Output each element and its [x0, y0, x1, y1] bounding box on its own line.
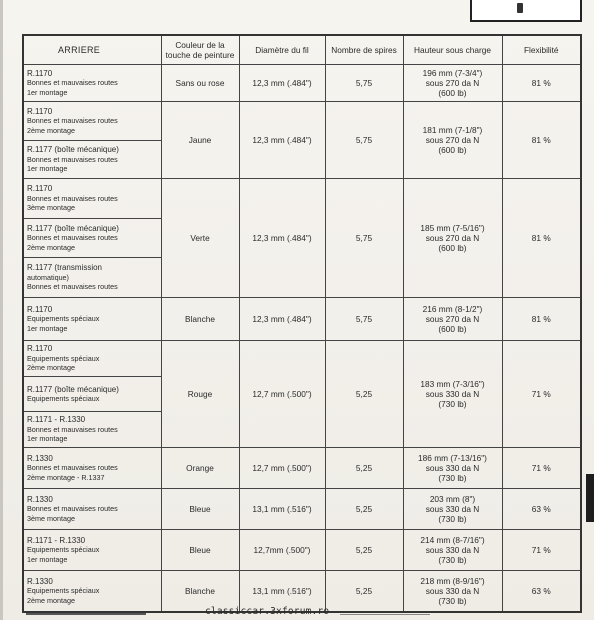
table-header-row [23, 35, 581, 65]
model-code: R.1171 - R.1330 [27, 535, 86, 545]
wire-diameter-cell: 12,3 mm (.484") [239, 65, 325, 102]
wire-diameter-cell: 12,7 mm (.500") [239, 341, 325, 448]
paint-color-cell: Bleue [161, 489, 239, 530]
paint-color-cell: Jaune [161, 102, 239, 179]
load-value: sous 330 da N [425, 586, 480, 596]
model-code: R.1170 [27, 184, 53, 194]
load-value: sous 270 da N [425, 78, 480, 88]
model-code: R.1177 (boîte mécanique) [27, 145, 119, 154]
loaded-height-cell [403, 489, 502, 530]
model-code: R.1330 [27, 453, 53, 463]
model-fitting: Bonnes et mauvaises routes [27, 282, 118, 292]
wire-diameter-cell: 13,1 mm (.516") [239, 489, 325, 530]
model-fitting: 1er montage [27, 164, 68, 173]
spring-spec-table [22, 34, 582, 613]
table-row [23, 448, 581, 489]
height-value: 185 mm (7-5/16") [420, 223, 485, 233]
load-pounds: (730 lb) [438, 399, 467, 409]
model-entry [24, 179, 161, 218]
wire-diameter-cell: 12,3 mm (.484") [239, 298, 325, 341]
loaded-height-cell [403, 179, 502, 298]
flexibility-cell: 71 % [502, 530, 581, 571]
wire-diameter-cell: 12,7mm (.500") [239, 530, 325, 571]
loaded-height-cell [403, 298, 502, 341]
model-usage: Bonnes et mauvaises routes [27, 424, 118, 434]
paint-color-cell: Orange [161, 448, 239, 489]
model-fitting: 2ème montage [27, 363, 75, 373]
model-usage: Equipements spéciaux [27, 394, 100, 403]
model-entry [24, 140, 161, 179]
flexibility-cell: 81 % [502, 298, 581, 341]
model-code: R.1170 [27, 304, 53, 314]
load-value: sous 330 da N [425, 504, 480, 514]
height-value: 218 mm (8-9/16") [420, 576, 485, 586]
model-cell [23, 179, 161, 298]
model-entry [24, 102, 161, 140]
model-entry [24, 571, 161, 611]
load-pounds: (600 lb) [438, 243, 467, 253]
section-thumb-tab [586, 474, 594, 522]
load-pounds: (600 lb) [438, 324, 467, 334]
load-value: sous 330 da N [425, 389, 480, 399]
model-usage: Bonnes et mauvaises routes [27, 116, 118, 125]
model-code: R.1171 - R.1330 [27, 415, 86, 425]
height-value: 216 mm (8-1/2") [422, 304, 483, 314]
model-code: R.1330 [27, 494, 53, 504]
model-entry [24, 530, 161, 570]
model-fitting: 3ème montage [27, 203, 75, 213]
paint-color-cell: Verte [161, 179, 239, 298]
model-fitting: 3ème montage [27, 513, 75, 523]
model-code: R.1170 [27, 68, 53, 78]
flexibility-cell: 63 % [502, 489, 581, 530]
coil-count-cell: 5,25 [325, 571, 403, 613]
model-usage: Equipements spéciaux [27, 353, 100, 363]
table-row [23, 298, 581, 341]
load-pounds: (730 lb) [438, 514, 467, 524]
load-pounds: (600 lb) [438, 88, 467, 98]
model-usage: Bonnes et mauvaises routes [27, 193, 118, 203]
load-value: sous 330 da N [425, 545, 480, 555]
model-usage: Bonnes et mauvaises routes [27, 78, 118, 88]
wire-diameter-cell: 12,3 mm (.484") [239, 179, 325, 298]
loaded-height-cell [403, 530, 502, 571]
model-usage: Equipements spéciaux [27, 545, 100, 555]
wire-diameter-cell: 13,1 mm (.516") [239, 571, 325, 613]
coil-count-cell: 5,75 [325, 179, 403, 298]
height-value: 196 mm (7-3/4") [422, 68, 483, 78]
loaded-height-cell [403, 341, 502, 448]
flexibility-cell: 81 % [502, 65, 581, 102]
model-entry [24, 341, 161, 376]
height-value: 214 mm (8-7/16") [420, 535, 485, 545]
model-entry [24, 448, 161, 488]
table-row [23, 489, 581, 530]
model-usage: Bonnes et mauvaises routes [27, 154, 118, 164]
flexibility-cell: 81 % [502, 179, 581, 298]
model-cell [23, 65, 161, 102]
model-code: R.1177 (transmission [27, 263, 102, 273]
corner-figure-mark [517, 3, 523, 13]
wire-diameter-cell: 12,7 mm (.500") [239, 448, 325, 489]
loaded-height-cell [403, 448, 502, 489]
model-code: R.1177 (boîte mécanique) [27, 223, 119, 233]
model-fitting: 2ème montage [27, 125, 75, 135]
coil-count-cell: 5,25 [325, 341, 403, 448]
model-fitting: 2ème montage - R.1337 [27, 472, 105, 482]
model-entry [24, 298, 161, 340]
footer-rule-left [26, 613, 146, 615]
header-flexibility: Flexibilité [502, 35, 581, 65]
header-loaded-height: Hauteur sous charge [403, 35, 502, 65]
coil-count-cell: 5,75 [325, 298, 403, 341]
footer-rule-right [340, 614, 430, 615]
model-entry [24, 218, 161, 258]
paint-color-cell: Blanche [161, 298, 239, 341]
model-cell [23, 102, 161, 179]
model-fitting: 1er montage [27, 323, 68, 333]
height-value: 203 mm (8") [429, 494, 476, 504]
model-usage: Bonnes et mauvaises routes [27, 233, 118, 243]
model-cell [23, 341, 161, 448]
model-usage: Bonnes et mauvaises routes [27, 463, 118, 473]
table-row [23, 530, 581, 571]
header-wire-diameter: Diamètre du fil [239, 35, 325, 65]
flexibility-cell: 71 % [502, 448, 581, 489]
coil-count-cell: 5,25 [325, 489, 403, 530]
table-row [23, 65, 581, 102]
paint-color-cell: Sans ou rose [161, 65, 239, 102]
model-entry [24, 257, 161, 297]
corner-figure-box [470, 0, 582, 22]
model-entry [24, 411, 161, 447]
height-value: 183 mm (7-3/16") [420, 379, 485, 389]
site-watermark: classiccar.3xforum.ro [205, 606, 330, 617]
flexibility-cell: 63 % [502, 571, 581, 613]
model-usage: Equipements spéciaux [27, 586, 100, 596]
wire-diameter-cell: 12,3 mm (.484") [239, 102, 325, 179]
paint-color-cell: Blanche [161, 571, 239, 613]
coil-count-cell: 5,25 [325, 448, 403, 489]
load-pounds: (730 lb) [438, 473, 467, 483]
loaded-height-cell [403, 65, 502, 102]
model-fitting: 1er montage [27, 434, 68, 444]
table-row [23, 102, 581, 179]
load-value: sous 270 da N [425, 314, 480, 324]
model-cell [23, 530, 161, 571]
model-fitting: 1er montage [27, 554, 68, 564]
model-fitting: 2ème montage [27, 595, 75, 605]
header-paint-color: Couleur de la touche de peinture [161, 35, 239, 65]
model-entry [24, 489, 161, 529]
coil-count-cell: 5,75 [325, 102, 403, 179]
paint-color-cell: Bleue [161, 530, 239, 571]
model-code: R.1177 (boîte mécanique) [27, 384, 119, 394]
model-code: R.1170 [27, 106, 53, 116]
model-code: R.1330 [27, 576, 53, 586]
coil-count-cell: 5,75 [325, 65, 403, 102]
model-cell [23, 448, 161, 489]
table-row [23, 341, 581, 448]
table-row [23, 179, 581, 298]
model-usage: automatique) [27, 272, 69, 282]
load-value: sous 330 da N [425, 463, 480, 473]
paint-color-cell: Rouge [161, 341, 239, 448]
model-fitting: 1er montage [27, 87, 68, 97]
header-arriere: ARRIERE [23, 35, 161, 65]
model-usage: Equipements spéciaux [27, 314, 100, 324]
load-pounds: (600 lb) [438, 145, 467, 155]
load-pounds: (730 lb) [438, 596, 467, 606]
page-edge-shadow [0, 0, 3, 620]
model-cell [23, 489, 161, 530]
load-value: sous 270 da N [425, 233, 480, 243]
model-usage: Bonnes et mauvaises routes [27, 504, 118, 514]
load-value: sous 270 da N [425, 135, 480, 145]
loaded-height-cell [403, 102, 502, 179]
load-pounds: (730 lb) [438, 555, 467, 565]
height-value: 186 mm (7-13/16") [418, 453, 487, 463]
model-fitting: 2ème montage [27, 242, 75, 252]
model-code: R.1170 [27, 344, 53, 354]
flexibility-cell: 71 % [502, 341, 581, 448]
flexibility-cell: 81 % [502, 102, 581, 179]
model-cell [23, 571, 161, 613]
coil-count-cell: 5,25 [325, 530, 403, 571]
header-coil-count: Nombre de spires [325, 35, 403, 65]
model-entry [24, 65, 161, 101]
loaded-height-cell [403, 571, 502, 613]
model-entry [24, 376, 161, 412]
model-cell [23, 298, 161, 341]
height-value: 181 mm (7-1/8") [422, 125, 483, 135]
